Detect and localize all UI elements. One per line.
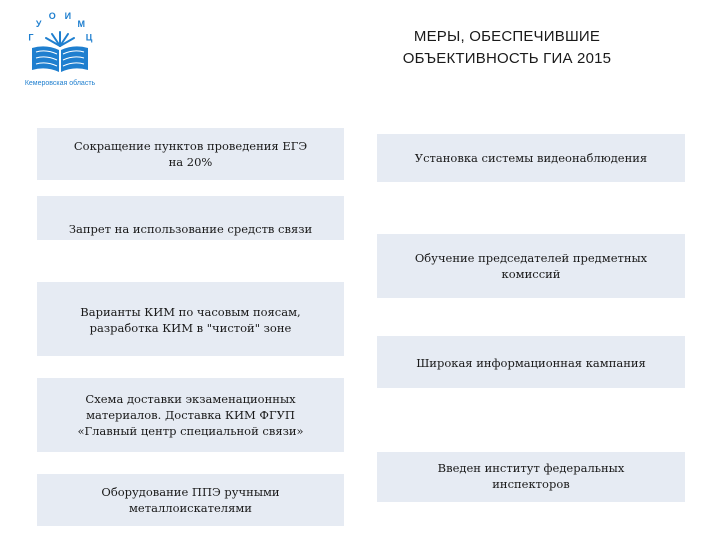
measure-text: металлоискателями — [128, 501, 252, 515]
logo — [14, 8, 106, 96]
open-book-icon — [14, 8, 106, 80]
logo-caption: Кемеровская область — [24, 80, 96, 87]
measure-box-left-1 — [37, 128, 344, 180]
title-line-1: МЕРЫ, ОБЕСПЕЧИВШИЕ — [413, 28, 601, 45]
logo-letter: О — [48, 11, 56, 21]
page-title — [352, 26, 662, 70]
measure-box-right-3 — [377, 336, 685, 388]
measure-box-left-5 — [37, 474, 344, 526]
logo-letter: М — [77, 18, 86, 29]
measure-text: Оборудование ППЭ ручными — [101, 485, 280, 499]
measure-text: Запрет на использование средств связи — [68, 222, 313, 236]
measure-text: разработка КИМ в "чистой" зоне — [89, 321, 292, 335]
logo-letter: Ц — [85, 32, 93, 43]
measure-text: Схема доставки экзаменационных — [85, 392, 296, 406]
measure-box-right-2 — [377, 234, 685, 298]
measure-text: «Главный центр специальной связи» — [77, 424, 304, 438]
measure-box-left-3 — [37, 282, 344, 356]
logo-letter: У — [35, 18, 42, 29]
measure-text: Введен институт федеральных — [437, 461, 625, 475]
measure-box-right-1 — [377, 134, 685, 182]
measure-text: материалов. Доставка КИМ ФГУП — [86, 408, 295, 422]
logo-letter: Г — [28, 32, 34, 43]
measure-text: Варианты КИМ по часовым поясам, — [80, 305, 301, 319]
measure-text: Установка системы видеонаблюдения — [414, 151, 648, 165]
measure-box-left-4 — [37, 378, 344, 452]
measure-text: Широкая информационная кампания — [416, 356, 646, 370]
measure-text: на 20% — [168, 155, 213, 169]
title-line-2: ОБЪЕКТИВНОСТЬ ГИА 2015 — [402, 50, 612, 67]
measure-box-right-4 — [377, 452, 685, 502]
logo-letter: И — [64, 11, 72, 21]
measure-text: Обучение председателей предметных — [414, 251, 648, 265]
measure-box-left-2 — [37, 196, 344, 240]
measure-text: инспекторов — [492, 477, 570, 491]
measure-text: комиссий — [501, 267, 561, 281]
measure-text: Сокращение пунктов проведения ЕГЭ — [73, 139, 308, 153]
